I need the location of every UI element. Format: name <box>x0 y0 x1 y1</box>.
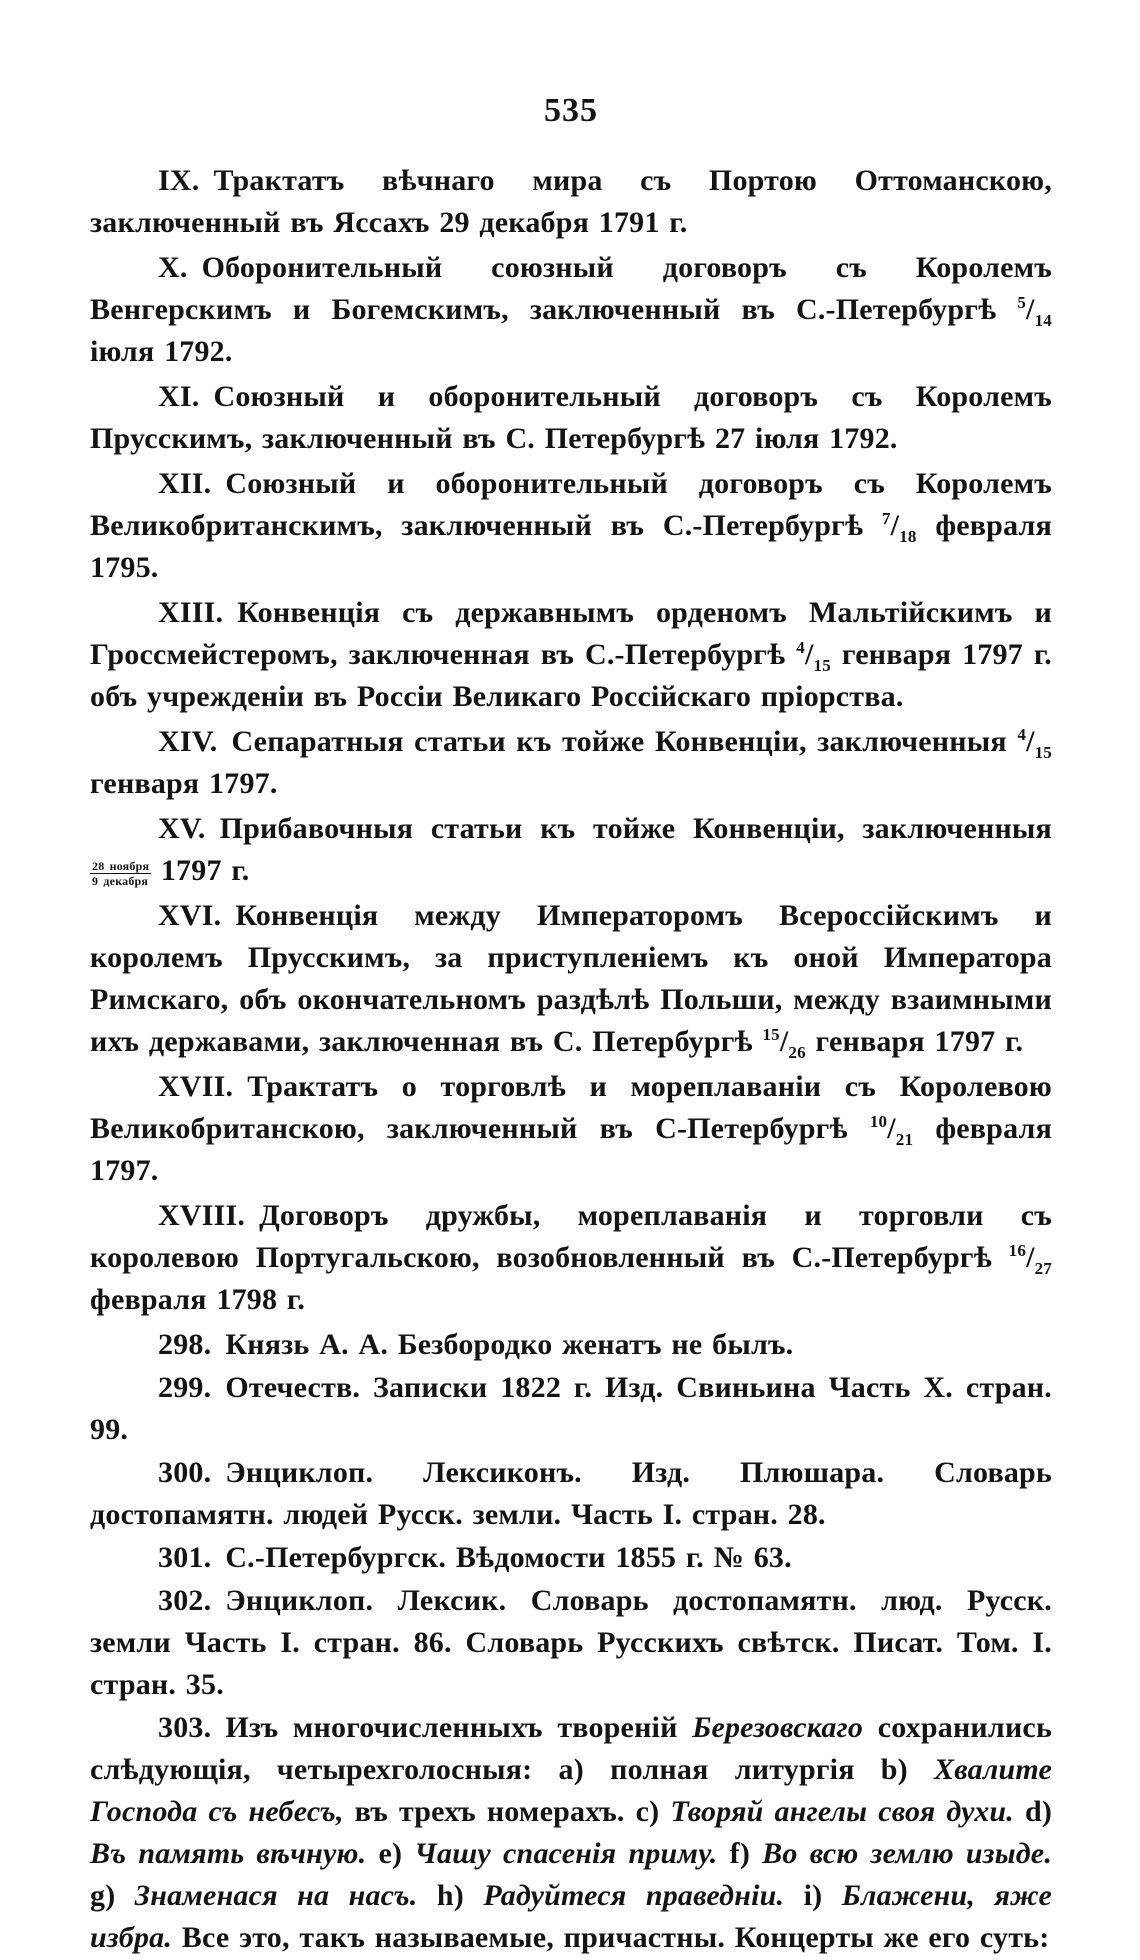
treaty-text: Конвенція между Императоромъ Всероссійскимъ и королемъ Прусскимъ, за приступленіемъ къ оной Императора Римскаго, объ окончательномъ раздѣлѣ Польши, между взаимными ихъ державами, заключенная въ С. Петербургѣ <box>90 899 1052 1058</box>
treaty-text: Договоръ дружбы, мореплаванія и торговли съ королевою Португальскою, возобновленный въ С.-Петербургѣ <box>90 1199 1052 1274</box>
note-intro: Изъ многочисленныхъ твореній <box>225 1711 678 1744</box>
note-number: 301. <box>158 1541 212 1574</box>
note-text: Отечеств. Записки 1822 г. Изд. Свиньина Часть X. стран. 99. <box>90 1371 1052 1446</box>
fraction-numerator: 16 <box>1008 1241 1027 1260</box>
treaty-text: Конвенція съ державнымъ орденомъ Мальтійскимъ и Гроссмейстеромъ, заключенная въ С.-Петербургѣ <box>90 596 1052 671</box>
treaty-text-tail: февраля 1798 г. <box>90 1283 306 1316</box>
treaty-number: XVI. <box>158 899 222 932</box>
work-title: Въ память вѣчную. <box>90 1837 367 1870</box>
composer-name: Березовскаго <box>692 1711 864 1744</box>
treaty-text-tail: февраля 1795. <box>90 509 1052 584</box>
treaty-xi <box>90 376 1052 460</box>
book-page <box>90 0 1053 1954</box>
treaty-xvii <box>90 1066 1052 1192</box>
treaty-x <box>90 247 1052 373</box>
fraction-numerator: 4 <box>796 638 805 657</box>
work-label: e) <box>378 1837 403 1870</box>
fraction-denominator: 21 <box>895 1130 914 1149</box>
note-number: 298. <box>158 1328 212 1361</box>
fraction-denominator: 14 <box>1034 311 1052 330</box>
treaty-number: XIV. <box>158 725 218 758</box>
stacked-date-fraction <box>90 859 151 888</box>
treaty-text: Оборонительный союзный договоръ съ Королемъ Венгерскимъ и Богемскимъ, заключенный въ С.-Петербургѣ <box>90 251 1052 326</box>
treaty-text: Союзный и оборонительный договоръ съ Королемъ Прусскимъ, заключенный въ С. Петербургѣ 27 іюля 1792. <box>90 380 1052 455</box>
fraction-denominator: 18 <box>899 527 917 546</box>
treaty-text-tail: генваря 1797 г. <box>815 1025 1024 1058</box>
treaty-number: XI. <box>158 380 200 413</box>
page-number: 535 <box>544 92 598 129</box>
treaty-text: Союзный и оборонительный договоръ съ Королемъ Великобританскимъ, заключенный въ С.-Петербургѣ <box>90 467 1052 542</box>
treaty-number: XV. <box>158 812 206 845</box>
work-plain: полная литургія <box>610 1753 855 1786</box>
treaty-text: Сепаратныя статьи къ тойже Конвенціи, заключенныя <box>231 725 1007 758</box>
date-fraction: $^4/_{15}$ <box>796 638 831 675</box>
fraction-denominator: 15 <box>1034 743 1053 762</box>
fraction-bottom: 9 декабря <box>92 873 149 888</box>
note-303 <box>90 1707 1052 1959</box>
treaty-text: Прибавочныя статьи къ тойже Конвенціи, заключенныя <box>219 812 1052 845</box>
work-label: h) <box>436 1879 464 1912</box>
note-298 <box>90 1324 1052 1366</box>
treaty-number: XII. <box>158 467 212 500</box>
fraction-numerator: 5 <box>1017 293 1027 312</box>
date-fraction: $^{15}/_{26}$ <box>762 1025 806 1062</box>
fraction-numerator: 15 <box>762 1025 780 1044</box>
page-body <box>90 160 1052 1960</box>
treaty-text-tail: генваря 1797. <box>90 767 278 800</box>
date-fraction: $^7/_{18}$ <box>881 509 917 546</box>
treaty-xii <box>90 463 1052 589</box>
treaty-text-tail: іюля 1792. <box>90 335 233 368</box>
note-text: Энциклоп. Лексик. Словарь достопамятн. люд. Русск. земли Часть I. стран. 86. Словарь Русскихъ свѣтск. Писат. Том. I. стран. 35. <box>90 1584 1052 1701</box>
fraction-numerator: 7 <box>881 509 891 528</box>
date-fraction: $^5/_{14}$ <box>1017 293 1052 330</box>
treaty-number: XIII. <box>158 596 224 629</box>
work-label: f) <box>729 1837 751 1870</box>
note-301 <box>90 1537 1052 1579</box>
work-label: c) <box>635 1795 660 1828</box>
treaty-xv <box>90 808 1052 892</box>
work-label: g) <box>90 1879 116 1912</box>
treaty-text: Трактатъ вѣчнаго мира съ Портою Оттоманскою, заключенный въ Яссахъ 29 декабря 1791 г. <box>90 164 1052 239</box>
note-number: 303. <box>158 1711 212 1744</box>
work-plain: въ трехъ номерахъ. <box>354 1795 625 1828</box>
work-title: Блажени, яже избра. <box>90 1879 1053 1954</box>
work-title: Чашу спасенія приму. <box>414 1837 718 1870</box>
fraction-denominator: 26 <box>788 1043 806 1062</box>
treaty-number: XVII. <box>158 1070 234 1103</box>
treaty-text: Трактатъ о торговлѣ и мореплаваніи съ Королевою Великобританскою, заключенный въ С-Петербургѣ <box>90 1070 1052 1145</box>
treaty-number: IX. <box>158 164 200 197</box>
work-label: i) <box>803 1879 823 1912</box>
treaty-text-tail: генваря 1797 г. объ учрежденіи въ Россіи Великаго Россійскаго пріорства. <box>90 638 1052 713</box>
treaty-xvi <box>90 895 1052 1063</box>
date-fraction: $^{16}/_{27}$ <box>1008 1241 1053 1278</box>
treaty-xiii <box>90 592 1052 718</box>
note-tail: Все это, такъ называемые, причастны. Концерты же его суть: <box>181 1921 1050 1954</box>
note-text: Князь А. А. Безбородко женатъ не былъ. <box>225 1328 794 1361</box>
treaty-ix <box>90 160 1052 244</box>
treaty-text-tail: 1797 г. <box>160 854 250 887</box>
note-number: 300. <box>158 1456 212 1489</box>
date-fraction: $^{10}/_{21}$ <box>869 1112 914 1149</box>
work-title: Хвалите Господа съ небесъ, <box>90 1753 1052 1828</box>
note-number: 302. <box>158 1584 212 1617</box>
treaty-xiv <box>90 721 1052 805</box>
treaty-number: X. <box>158 251 188 284</box>
date-fraction: $^4/_{15}$ <box>1017 725 1053 762</box>
work-label: b) <box>880 1753 908 1786</box>
work-label: d) <box>1024 1795 1053 1828</box>
work-title: Во всю землю изыде. <box>762 1837 1053 1870</box>
fraction-numerator: 4 <box>1017 725 1027 744</box>
work-title: Творяй ангелы своя духи. <box>670 1795 1014 1828</box>
fraction-denominator: 27 <box>1034 1259 1053 1278</box>
note-302 <box>90 1580 1052 1706</box>
treaty-text-tail: февраля 1797. <box>90 1112 1052 1187</box>
work-title: Радуйтеся праведніи. <box>483 1879 785 1912</box>
fraction-numerator: 10 <box>869 1112 888 1131</box>
note-300 <box>90 1452 1052 1536</box>
work-label: a) <box>558 1753 584 1786</box>
work-title: Знаменася на насъ. <box>134 1879 418 1912</box>
note-text: С.-Петербургск. Вѣдомости 1855 г. № 63. <box>225 1541 792 1574</box>
note-lead: сохранились слѣдующія, четырехголосныя: <box>90 1711 1053 1786</box>
note-text: Энциклоп. Лексиконъ. Изд. Плюшара. Словарь достопамятн. людей Русск. земли. Часть I. стран. 28. <box>90 1456 1052 1531</box>
note-number: 299. <box>158 1371 212 1404</box>
fraction-denominator: 15 <box>813 656 831 675</box>
treaty-number: XVIII. <box>158 1199 246 1232</box>
treaty-xviii <box>90 1195 1052 1321</box>
note-299 <box>90 1367 1052 1451</box>
fraction-top: 28 ноября <box>92 858 150 873</box>
